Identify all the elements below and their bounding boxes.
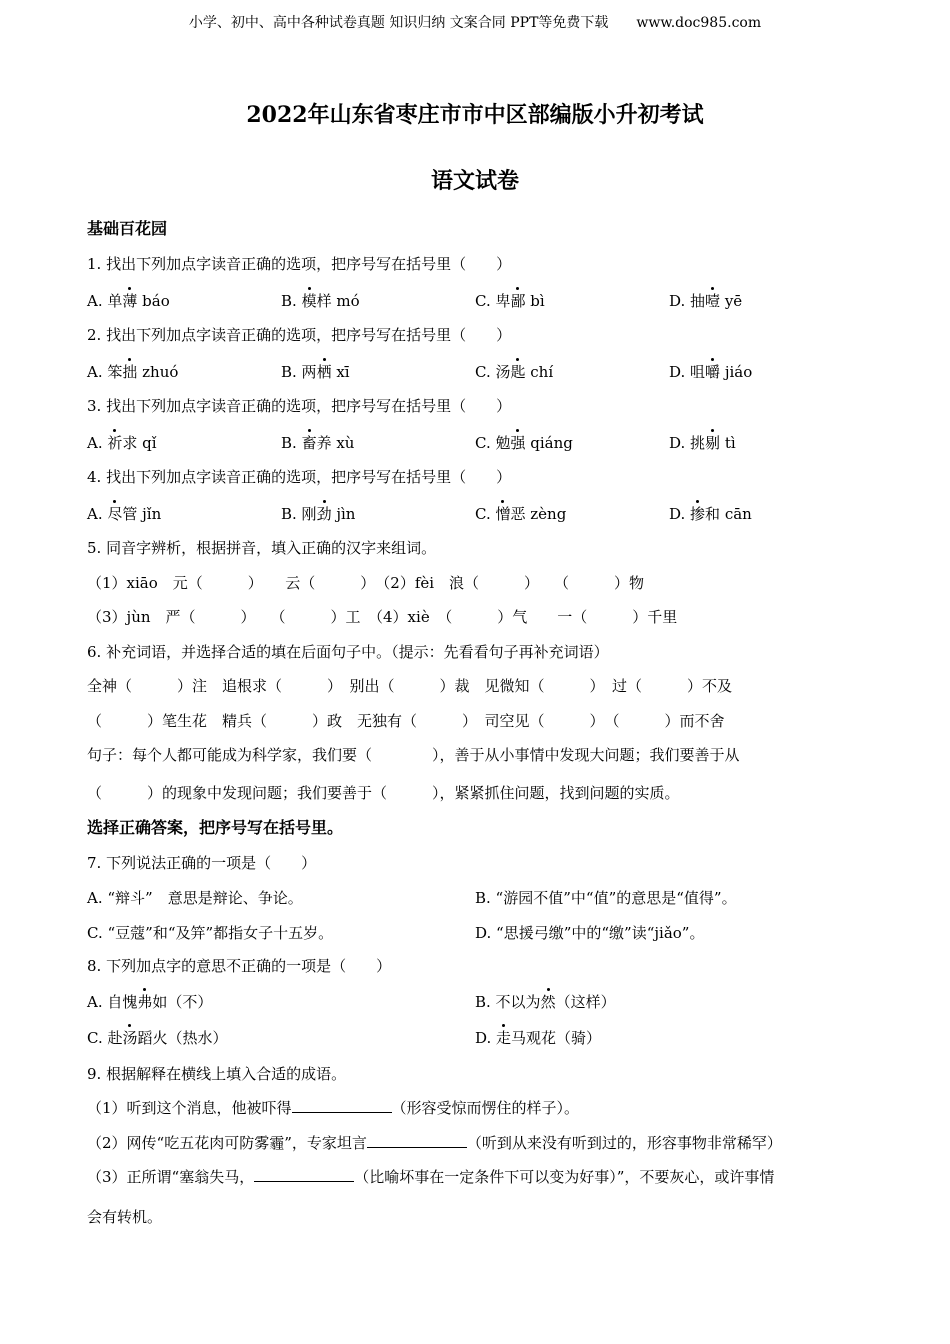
q6-stem: 6. 补充词语，并选择合适的填在后面句子中。（提示：先看看句子再补充词语） [87, 643, 609, 661]
q7-option-c: C. “豆蔻”和“及笄”都指女子十五岁。 [87, 924, 334, 942]
q1-option-b: B. 模样 mó [281, 292, 360, 310]
q9-blank-1[interactable] [292, 1098, 392, 1113]
q8-option-d: D. 走马观花（骑） [475, 1029, 602, 1047]
section-heading-1: 基础百花园 [87, 219, 168, 238]
q1-stem: 1. 找出下列加点字读音正确的选项，把序号写在括号里（ ） [87, 255, 512, 273]
q8-option-b: B. 不以为然（这样） [475, 993, 616, 1011]
q2-option-b: B. 两栖 xī [281, 363, 350, 381]
q6-line-4: （ ）的现象中发现问题；我们要善于（ ），紧紧抓住问题，找到问题的实质。 [87, 784, 680, 802]
q2-options [87, 361, 887, 381]
q7-stem: 7. 下列说法正确的一项是（ ） [87, 854, 317, 872]
q4-stem: 4. 找出下列加点字读音正确的选项，把序号写在括号里（ ） [87, 468, 512, 486]
header-text: 小学、初中、高中各种试卷真题 知识归纳 文案合同 PPT等免费下载 [188, 15, 609, 31]
q1-option-c: C. 卑鄙 bì [475, 292, 545, 310]
q3-options [87, 432, 887, 452]
q4-options [87, 503, 887, 523]
q1-option-d: D. 抽噎 yē [669, 292, 743, 310]
q4-option-d: D. 掺和 cān [669, 505, 752, 523]
q3-option-a: A. 祈求 qǐ [87, 434, 157, 452]
q8-options-row-2 [87, 1027, 887, 1047]
header-site: www.doc985.com [636, 15, 762, 31]
q2-option-a: A. 笨拙 zhuó [87, 363, 179, 381]
q9-blank-3[interactable] [254, 1167, 354, 1182]
q1-options [87, 290, 887, 310]
q9-sentence-1: （1）听到这个消息，他被吓得 （形容受惊而愣住的样子）。 [87, 1099, 580, 1117]
q9-sentence-3-continued: 会有转机。 [87, 1208, 163, 1226]
q2-stem: 2. 找出下列加点字读音正确的选项，把序号写在括号里（ ） [87, 326, 512, 344]
q5-stem: 5. 同音字辨析，根据拼音，填入正确的汉字来组词。 [87, 539, 437, 557]
q9-sentence-3: （3）正所谓“塞翁失马， （比喻坏事在一定条件下可以变为好事）”，不要灰心，或许事情 [87, 1168, 775, 1186]
q4-option-c: C. 憎恶 zèng [475, 505, 567, 523]
q7-option-b: B. “游园不值”中“值”的意思是“值得”。 [475, 889, 737, 907]
q9-stem: 9. 根据解释在横线上填入合适的成语。 [87, 1065, 347, 1083]
q1-option-a: A. 单薄 báo [87, 292, 170, 310]
exam-title: 2022年山东省枣庄市市中区部编版小升初考试 [246, 102, 704, 128]
q8-option-c: C. 赴汤蹈火（热水） [87, 1029, 228, 1047]
section-heading-2: 选择正确答案，把序号写在括号里。 [87, 818, 344, 837]
exam-subtitle: 语文试卷 [430, 168, 519, 194]
q4-option-b: B. 刚劲 jìn [281, 505, 356, 523]
q7-option-a: A. “辩斗” 意思是辩论、争论。 [87, 889, 303, 907]
q8-options-row-1 [87, 991, 887, 1011]
q3-stem: 3. 找出下列加点字读音正确的选项，把序号写在括号里（ ） [87, 397, 512, 415]
q7-option-d: D. “思援弓缴”中的“缴”读“jiǎo”。 [475, 924, 705, 942]
q3-option-d: D. 挑剔 tì [669, 434, 736, 452]
q3-option-c: C. 勉强 qiáng [475, 434, 573, 452]
q5-line-2: （3）jùn 严（ ） （ ）工 （4）xiè （ ）气 一（ ）千里 [87, 608, 678, 626]
page-header [0, 12, 950, 32]
q7-options-row-2 [87, 922, 887, 942]
q9-blank-2[interactable] [367, 1133, 467, 1148]
q6-line-1: 全神（ ）注 追根求（ ） 别出（ ）裁 见微知（ ） 过（ ）不及 [87, 677, 733, 695]
q8-option-a: A. 自愧弗如（不） [87, 993, 213, 1011]
q7-options-row-1 [87, 887, 887, 907]
q4-option-a: A. 尽管 jǐn [87, 505, 162, 523]
q9-sentence-2: （2）网传“吃五花肉可防雾霾”，专家坦言 （听到从来没有听到过的，形容事物非常稀罕） [87, 1134, 782, 1152]
q3-option-b: B. 畜养 xù [281, 434, 355, 452]
q6-line-3: 句子：每个人都可能成为科学家，我们要（ ），善于从小事情中发现大问题；我们要善于从 [87, 746, 740, 764]
q8-stem: 8. 下列加点字的意思不正确的一项是（ ） [87, 957, 392, 975]
q5-line-1: （1）xiāo 元（ ） 云（ ） （2）fèi 浪（ ） （ ）物 [87, 574, 645, 592]
q2-option-c: C. 汤匙 chí [475, 363, 554, 381]
q6-line-2: （ ）笔生花 精兵（ ）政 无独有（ ） 司空见（ ） （ ）而不舍 [87, 712, 725, 730]
q2-option-d: D. 咀嚼 jiáo [669, 363, 753, 381]
